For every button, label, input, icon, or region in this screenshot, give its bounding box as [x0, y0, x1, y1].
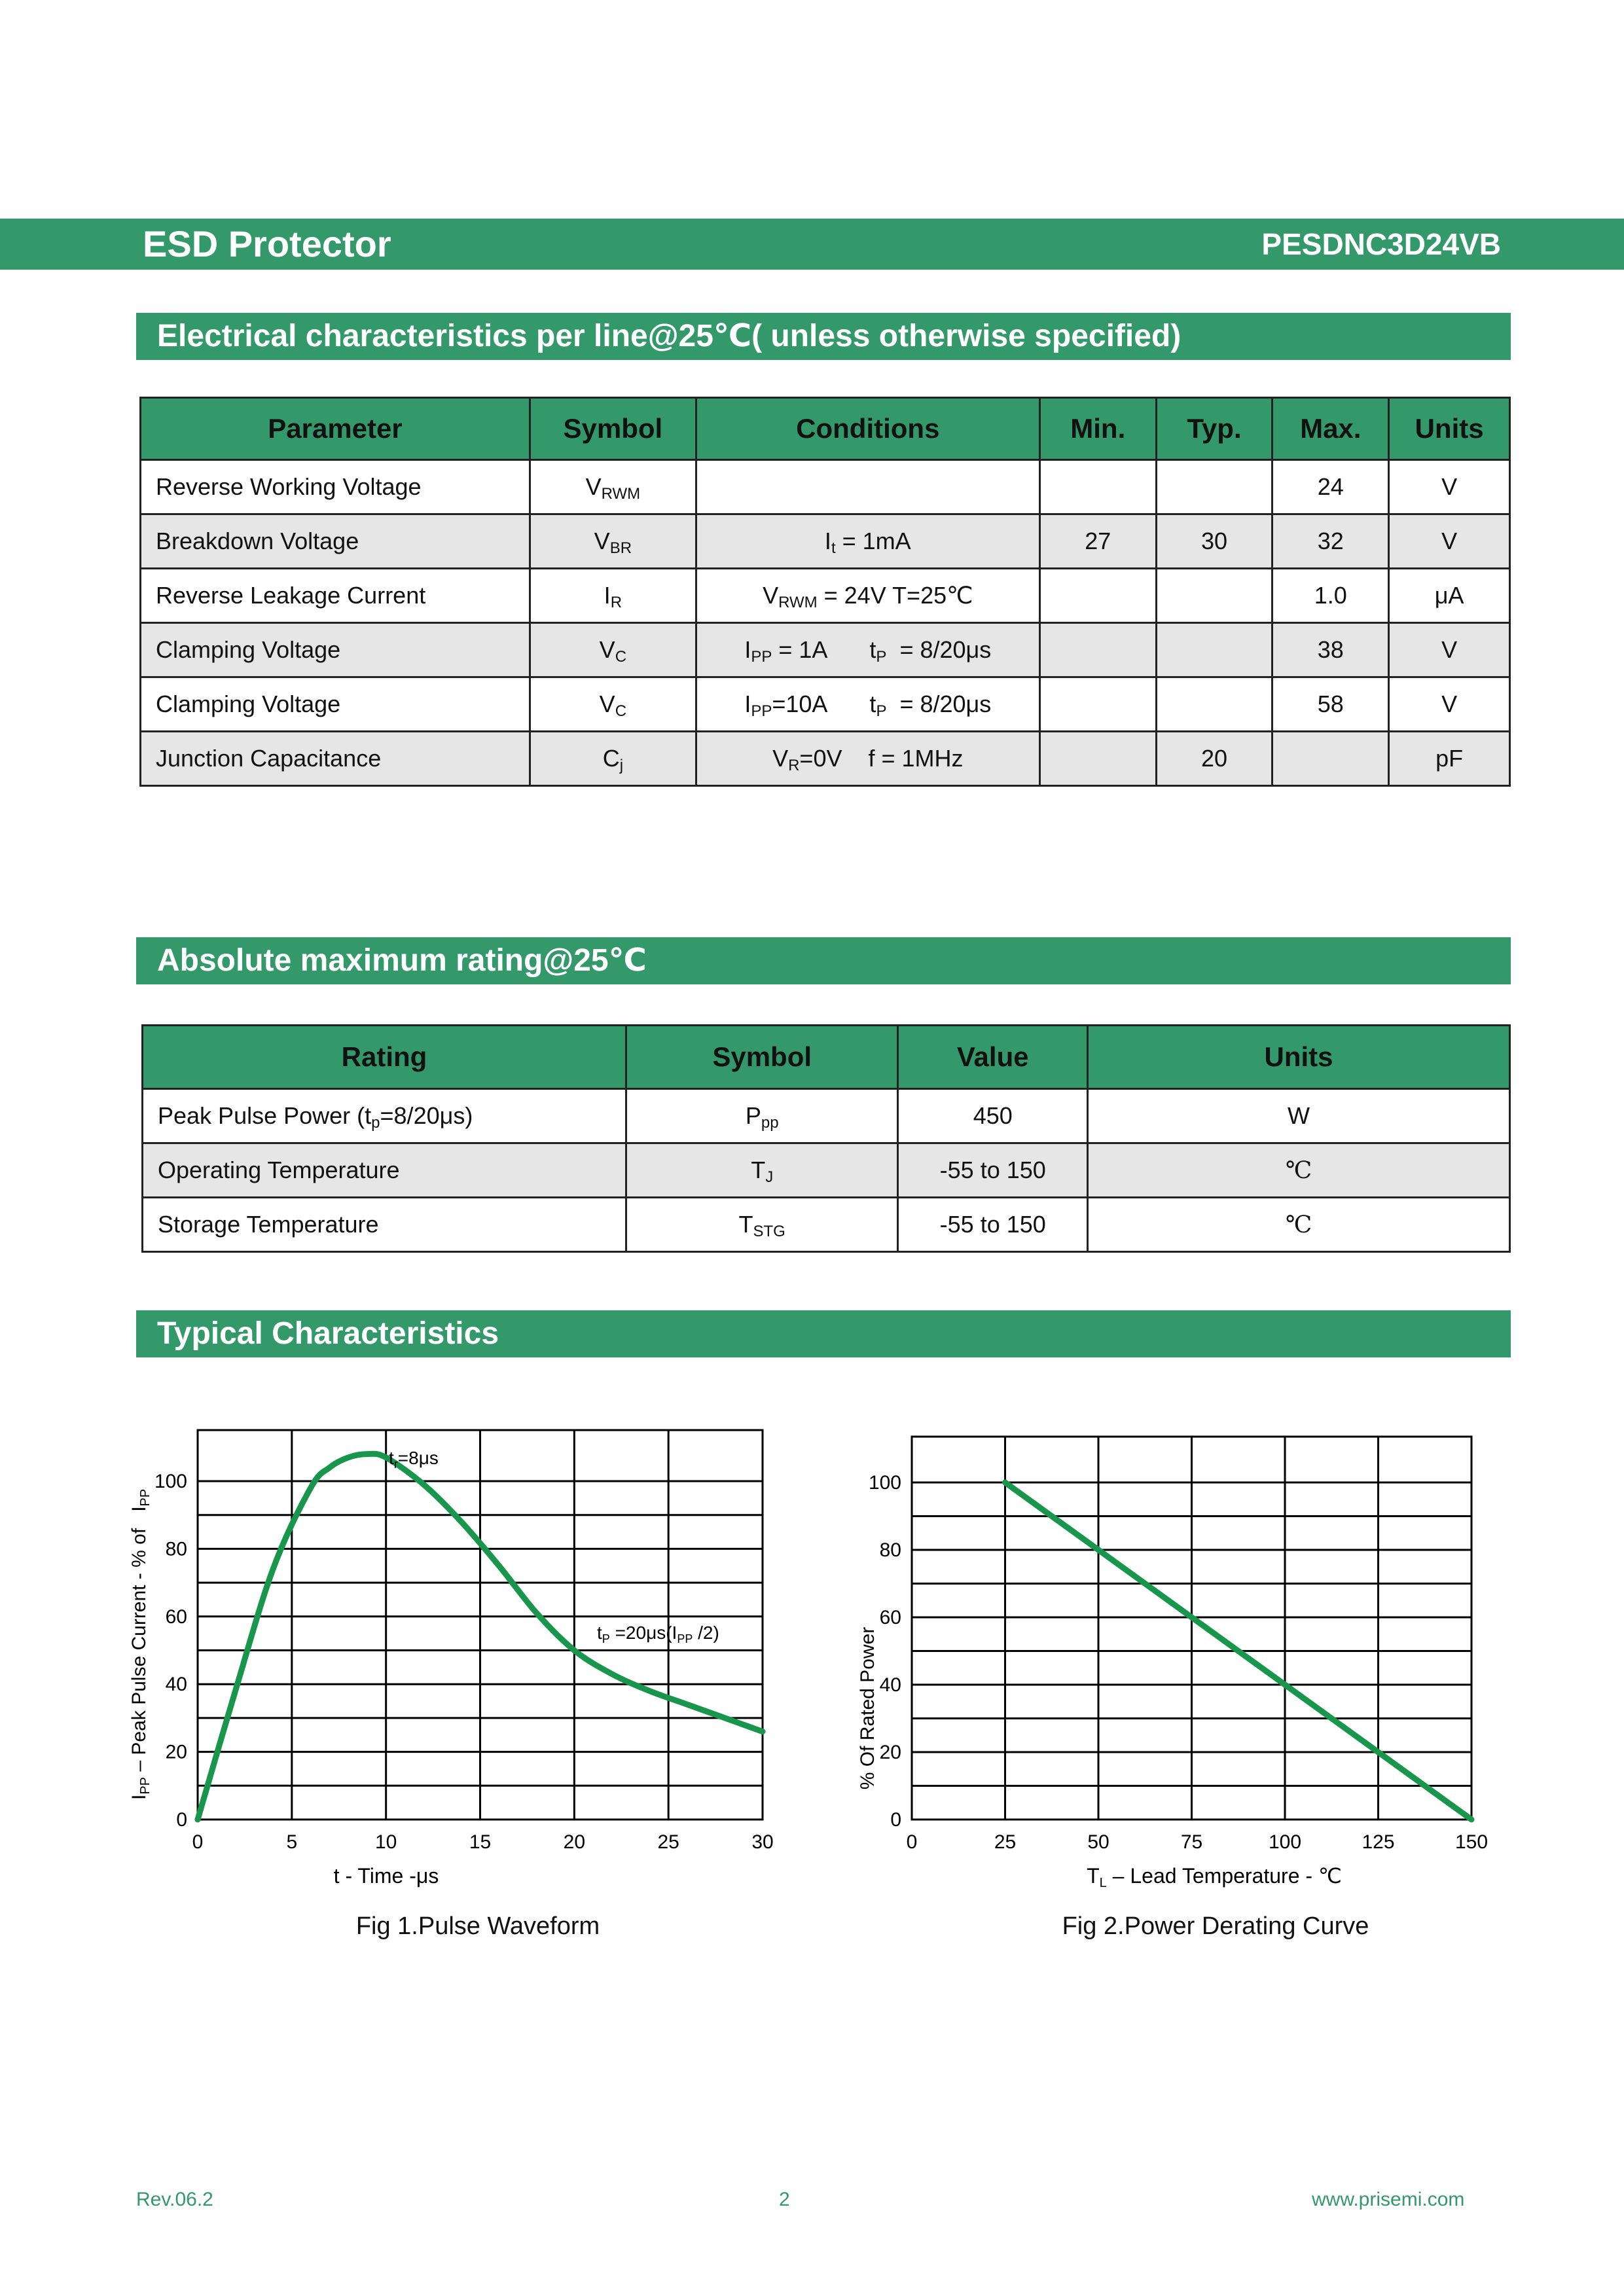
typical-heading: Typical Characteristics: [136, 1310, 1511, 1357]
min-cell: [1039, 732, 1156, 786]
y-tick-label: 80: [165, 1538, 187, 1560]
symbol-cell: $T_J$: [626, 1143, 897, 1198]
electrical-table: [139, 397, 1511, 787]
x-tick-label: 20: [563, 1831, 586, 1853]
x-tick-label: 150: [1454, 1831, 1489, 1853]
header-band: [0, 219, 1624, 270]
table-row: [143, 1089, 1510, 1143]
y-tick-label: 80: [879, 1539, 901, 1561]
symbol-cell: $V_{BR}$: [530, 514, 696, 569]
table-row: [143, 1143, 1510, 1198]
absolute-heading: Absolute maximum rating@25℃: [136, 937, 1511, 984]
x-tick-label: 25: [994, 1831, 1017, 1853]
symbol-cell: $V_C$: [530, 623, 696, 677]
unit-cell: V: [1389, 514, 1510, 569]
y-tick-label: 20: [165, 1741, 187, 1763]
chart2-xlabel: TL – Lead Temperature - ℃: [1087, 1864, 1342, 1890]
table-row: [141, 623, 1510, 677]
col-min: Min.: [1039, 398, 1156, 460]
chart1-grid: [198, 1430, 763, 1820]
footer-page-number: 2: [779, 2189, 790, 2210]
chart2-ylabel: % Of Rated Power: [857, 1626, 878, 1790]
col-units: Units: [1389, 398, 1510, 460]
symbol-cell: $V_C$: [530, 677, 696, 732]
conditions-cell: $V_{RWM} = 24V$ T=25℃: [696, 569, 1039, 623]
y-tick-label: 40: [165, 1674, 187, 1696]
col-parameter: Parameter: [141, 398, 530, 460]
unit-cell: ℃: [1088, 1143, 1510, 1198]
x-tick-label: 100: [1268, 1831, 1302, 1853]
table-row: [141, 569, 1510, 623]
footer-website: www.prisemi.com: [1312, 2189, 1465, 2210]
typ-cell: 30: [1156, 514, 1272, 569]
parameter-cell: Breakdown Voltage: [141, 514, 530, 569]
parameter-cell: Clamping Voltage: [141, 677, 530, 732]
min-cell: [1039, 677, 1156, 732]
col-units: Units: [1088, 1026, 1510, 1089]
x-tick-label: 125: [1362, 1831, 1395, 1853]
typ-cell: 20: [1156, 732, 1272, 786]
value-cell: 450: [898, 1089, 1088, 1143]
rating-cell: Peak Pulse Power $(t_p=8/20\mu s)$: [143, 1089, 626, 1143]
y-tick-label: 0: [890, 1809, 901, 1831]
footer-revision: Rev.06.2: [136, 2189, 213, 2210]
y-tick-label: 60: [879, 1607, 901, 1628]
min-cell: [1039, 569, 1156, 623]
x-tick-label: 25: [657, 1831, 679, 1853]
pulse-waveform-chart: [118, 1414, 785, 1898]
conditions-cell: $I_{PP} = 1A$ $t_P = 8/20\mu s$: [696, 623, 1039, 677]
chart2-ticks: [869, 1472, 1488, 1853]
unit-cell: μA: [1389, 569, 1510, 623]
power-derating-chart: [838, 1414, 1506, 1898]
symbol-cell: $T_{STG}$: [626, 1198, 897, 1252]
unit-cell: pF: [1389, 732, 1510, 786]
max-cell: 24: [1272, 460, 1389, 514]
max-cell: 38: [1272, 623, 1389, 677]
rating-cell: Storage Temperature: [143, 1198, 626, 1252]
table-row: [141, 514, 1510, 569]
max-cell: 1.0: [1272, 569, 1389, 623]
parameter-cell: Clamping Voltage: [141, 623, 530, 677]
x-tick-label: 30: [751, 1831, 774, 1853]
y-tick-label: 40: [879, 1674, 901, 1696]
x-tick-label: 0: [192, 1831, 204, 1853]
x-tick-label: 50: [1087, 1831, 1110, 1853]
col-typ: Typ.: [1156, 398, 1272, 460]
table-row: [141, 460, 1510, 514]
parameter-cell: Reverse Working Voltage: [141, 460, 530, 514]
min-cell: [1039, 623, 1156, 677]
y-tick-label: 100: [154, 1471, 187, 1492]
value-cell: -55 to 150: [898, 1143, 1088, 1198]
y-tick-label: 60: [165, 1605, 187, 1628]
min-cell: 27: [1039, 514, 1156, 569]
y-tick-label: 0: [176, 1809, 187, 1831]
chart1-annotation-tp: $t_P =20\mu s(I_{PP}$ /2): [597, 1623, 719, 1645]
table-row: [141, 732, 1510, 786]
col-value: Value: [898, 1026, 1088, 1089]
parameter-cell: Junction Capacitance: [141, 732, 530, 786]
col-rating: Rating: [143, 1026, 626, 1089]
chart1-xlabel: t - Time -μs: [333, 1864, 439, 1888]
electrical-heading: Electrical characteristics per line@25℃( unless otherwise specified): [136, 313, 1511, 360]
rating-cell: Operating Temperature: [143, 1143, 626, 1198]
value-cell: -55 to 150: [898, 1198, 1088, 1252]
parameter-cell: Reverse Leakage Current: [141, 569, 530, 623]
symbol-cell: $C_j$: [530, 732, 696, 786]
max-cell: 58: [1272, 677, 1389, 732]
conditions-cell: $I_{PP}=10A$ $t_P = 8/20\mu s$: [696, 677, 1039, 732]
absolute-table: [141, 1024, 1511, 1253]
col-max: Max.: [1272, 398, 1389, 460]
col-conditions: Conditions: [696, 398, 1039, 460]
conditions-cell: $I_t = 1mA$: [696, 514, 1039, 569]
chart1-title: Fig 1.Pulse Waveform: [355, 1912, 600, 1940]
max-cell: [1272, 732, 1389, 786]
table-row: [141, 677, 1510, 732]
table-row: [143, 1198, 1510, 1252]
conditions-cell: [696, 460, 1039, 514]
unit-cell: W: [1088, 1089, 1510, 1143]
chart1-ylabel: $I_{PP}$ – Peak Pulse Current - % of $I_{PP}$: [128, 1488, 153, 1800]
x-tick-label: 10: [374, 1831, 397, 1853]
typ-cell: [1156, 460, 1272, 514]
y-tick-label: 100: [868, 1472, 901, 1494]
chart2-title: Fig 2.Power Derating Curve: [1062, 1912, 1369, 1940]
symbol-cell: $V_{RWM}$: [530, 460, 696, 514]
min-cell: [1039, 460, 1156, 514]
unit-cell: V: [1389, 677, 1510, 732]
col-symbol: Symbol: [530, 398, 696, 460]
unit-cell: V: [1389, 460, 1510, 514]
unit-cell: V: [1389, 623, 1510, 677]
max-cell: 32: [1272, 514, 1389, 569]
symbol-cell: $I_R$: [530, 569, 696, 623]
unit-cell: ℃: [1088, 1198, 1510, 1252]
document-title: ESD Protector: [143, 223, 391, 264]
typ-cell: [1156, 623, 1272, 677]
x-tick-label: 15: [469, 1831, 492, 1853]
x-tick-label: 0: [906, 1831, 918, 1853]
typ-cell: [1156, 677, 1272, 732]
chart1-annotation-rise: $t_r=8\mu s$: [389, 1448, 439, 1471]
typ-cell: [1156, 569, 1272, 623]
x-tick-label: 5: [286, 1831, 298, 1853]
x-tick-label: 75: [1180, 1831, 1203, 1853]
part-number: PESDNC3D24VB: [1261, 227, 1501, 261]
symbol-cell: $P_{pp}$: [626, 1089, 897, 1143]
col-symbol: Symbol: [626, 1026, 897, 1089]
y-tick-label: 20: [879, 1742, 901, 1763]
conditions-cell: $V_R=0V$ f = 1MHz: [696, 732, 1039, 786]
